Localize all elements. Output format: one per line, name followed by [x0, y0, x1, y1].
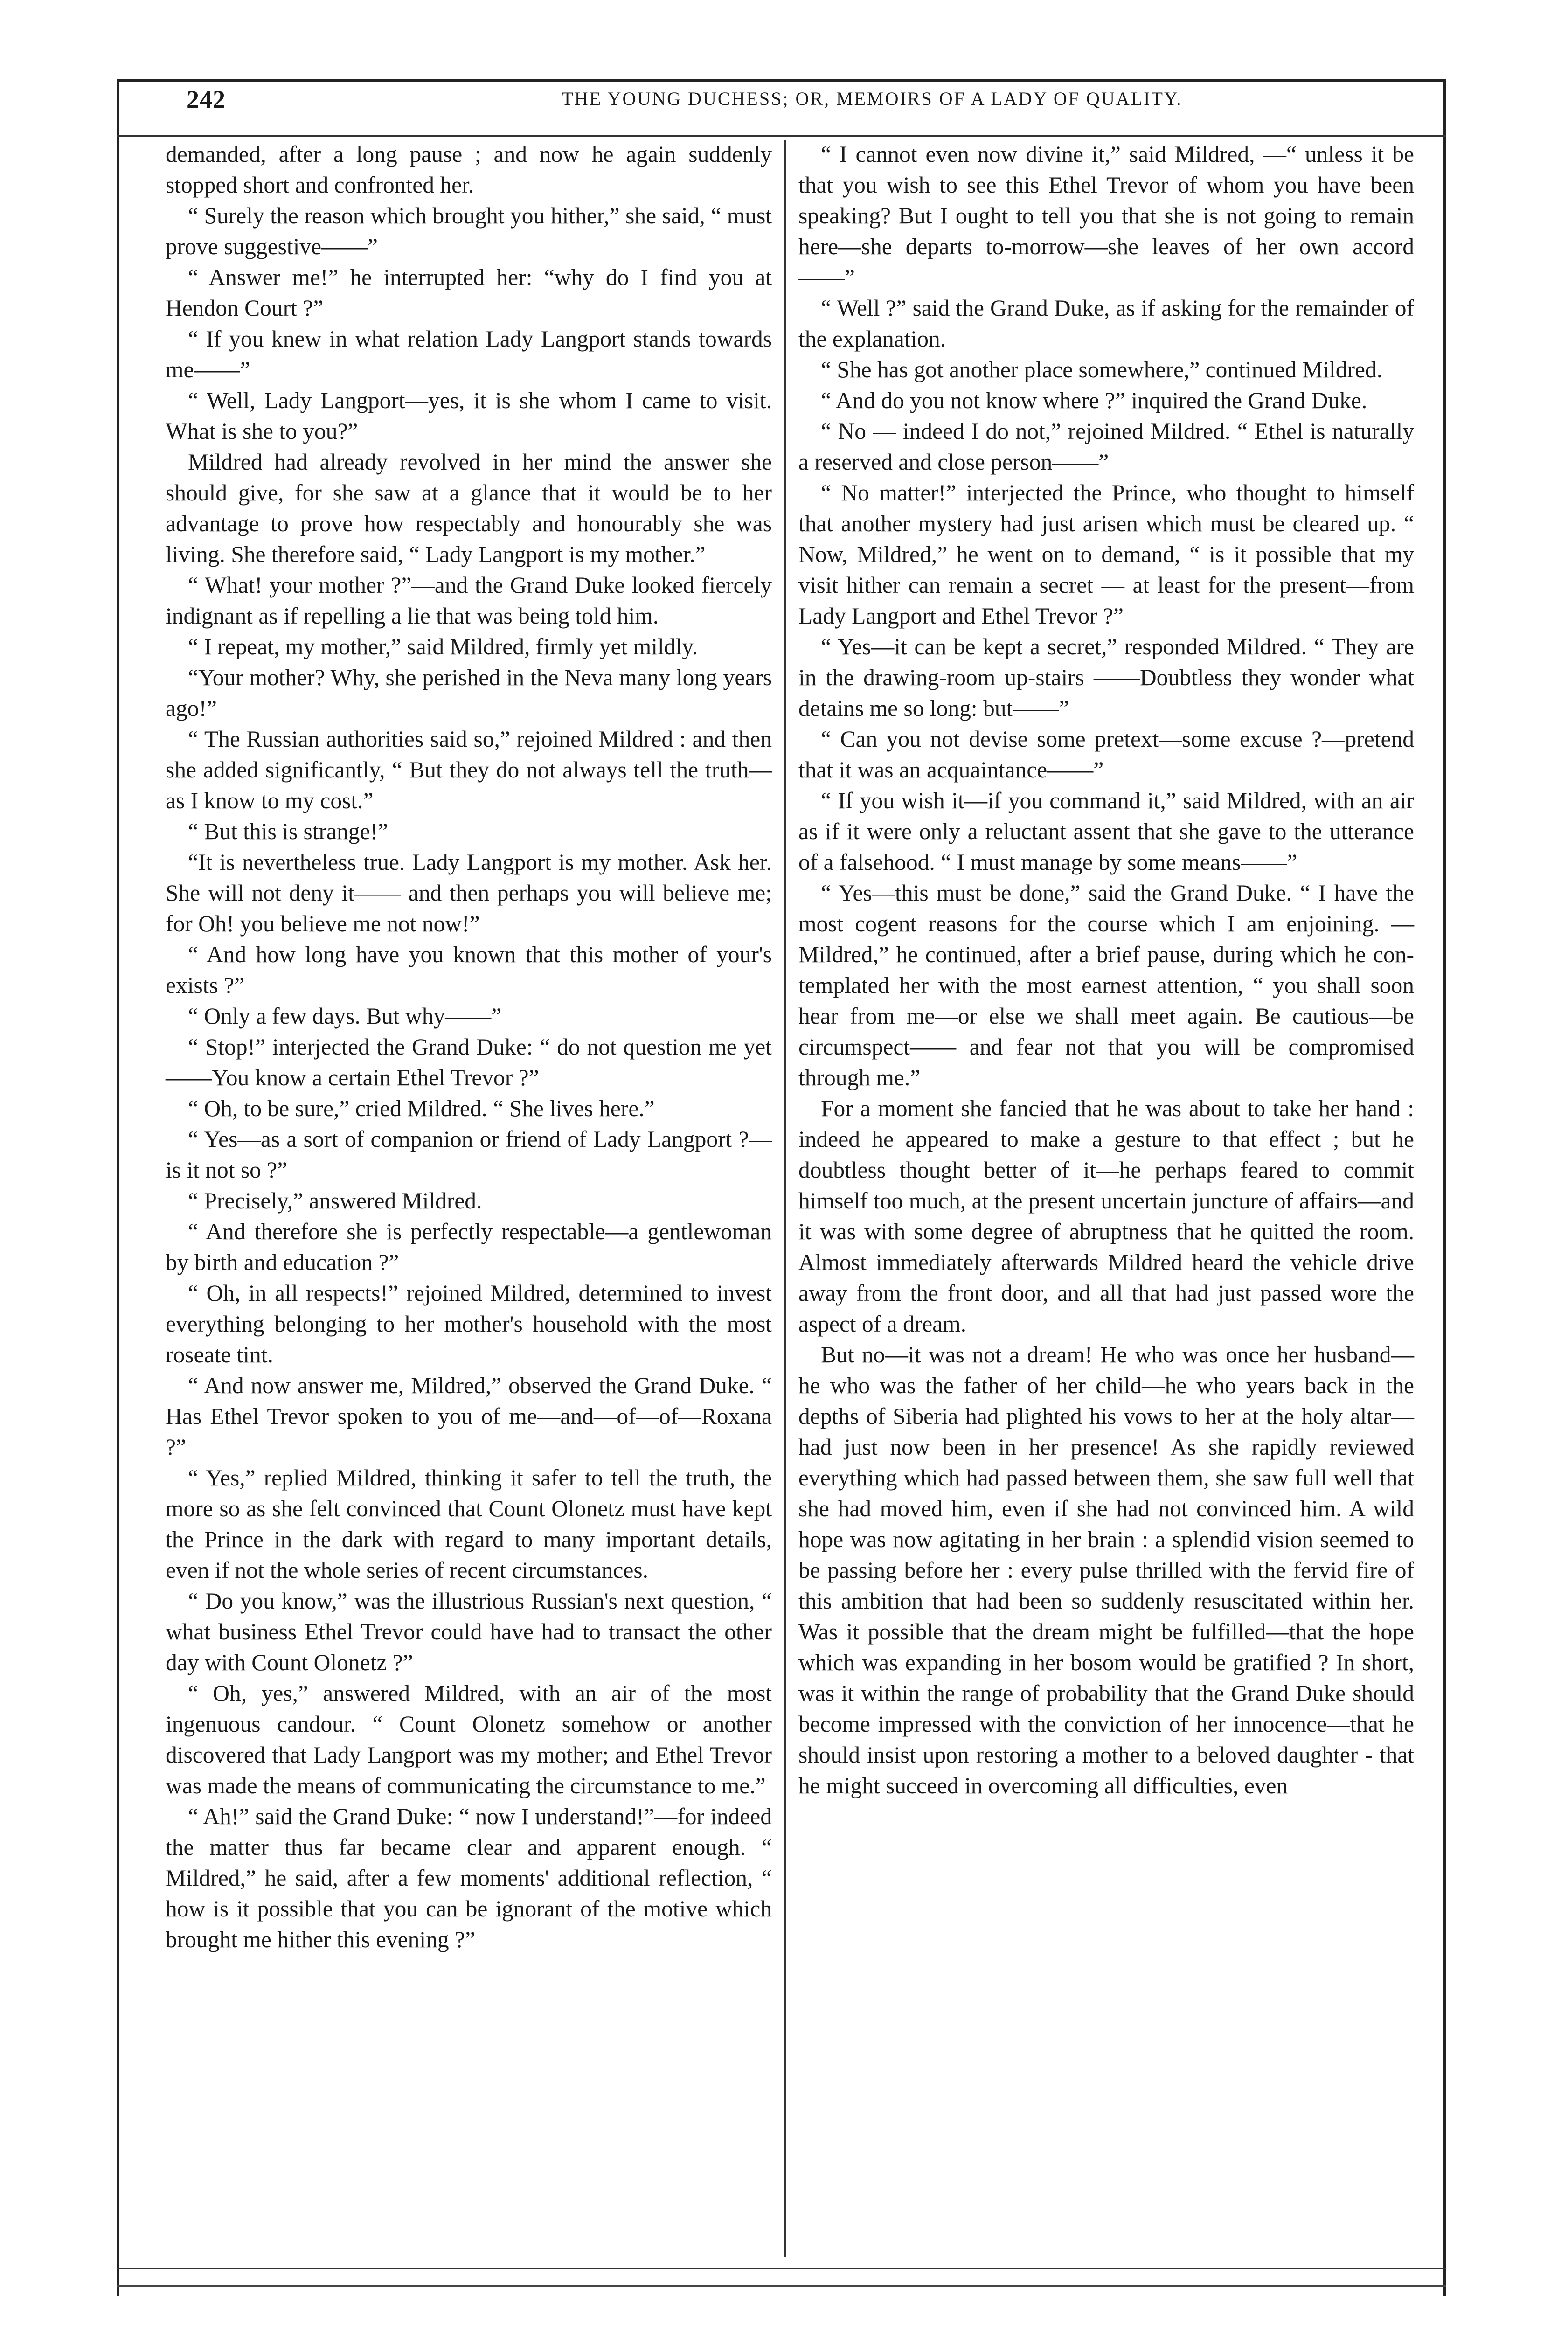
paragraph: “ If you wish it—if you command it,” said Mildred, with an air as if it were only a reluctant assent that she gave to the utterance of a falsehood. “ I must manage by some means——”: [798, 788, 1414, 875]
paragraph: “ Oh, yes,” answered Mildred, with an air of the most ingenuous candour. “ Count Olonetz somehow or another discovered that Lady Langport was my mother; and Ethel Trevor was made the means of communicating the circumstance to me.”: [166, 1680, 772, 1798]
column-divider: [784, 140, 786, 2257]
paragraph: demanded, after a long pause ; and now he again suddenly stopped short and confronted her.: [166, 141, 772, 198]
paragraph: “ Oh, in all respects!” rejoined Mildred, determined to invest everything belonging to her mother's household with the most roseate tint.: [166, 1280, 772, 1367]
paragraph: “ Do you know,” was the illustrious Russian's next question, “ what business Ethel Trevor could have had to transact the other day with Count Olonetz ?”: [166, 1588, 772, 1675]
bottom-rule-double: [117, 2285, 1446, 2287]
left-column: [166, 139, 772, 1955]
paragraph: “It is nevertheless true. Lady Langport is my mother. Ask her. She will not deny it—— and then perhaps you will believe me; for Oh! you believe me not now!”: [166, 849, 772, 937]
running-title: THE YOUNG DUCHESS; OR, MEMOIRS OF A LADY OF QUALITY.: [562, 88, 1183, 109]
paragraph: “ And therefore she is perfectly respectable—a gentlewoman by birth and education ?”: [166, 1219, 772, 1275]
right-column: [798, 139, 1414, 1801]
paragraph: “ Only a few days. But why——”: [188, 1003, 502, 1029]
paragraph: “ And do you not know where ?” inquired the Grand Duke.: [821, 388, 1367, 413]
paragraph: But no—it was not a dream! He who was once her husband—he who was the father of her child—he who years back in the depths of Siberia had plighted his vows to her at the holy altar— had just now been in her presence! As she rapidly reviewed everything which had passed between them, she saw full well that she had moved him, even if she had not convinced him. A wild hope was now agitating in her brain : a splendid vision seemed to be passing before her : every pulse thrilled with the fervid fire of this ambition that had been so suddenly resuscitated within her. Was it possible that the dream might be fulfilled—that the hope which was expanding in her bosom would be gratified ? In short, was it within the range of probability that the Grand Duke should become impressed with the conviction of her innocence—that he should insist upon restoring a mother to a beloved daughter - that he might succeed in overcoming all difficulties, even: [798, 1342, 1414, 1798]
paragraph: “ Can you not devise some pretext—some excuse ?—pretend that it was an acquaintance——”: [798, 726, 1414, 783]
paragraph: “ Ah!” said the Grand Duke: “ now I understand!”—for indeed the matter thus far became clear and apparent enough. “ Mildred,” he said, after a few moments' additional reflection, “ how is it possible that you can be ignorant of the motive which brought me hither this evening ?”: [166, 1804, 772, 1952]
paragraph: “ She has got another place somewhere,” continued Mildred.: [821, 357, 1383, 382]
paragraph: “ Surely the reason which brought you hither,” she said, “ must prove suggestive——”: [166, 203, 772, 259]
paragraph: “ If you knew in what relation Lady Langport stands towards me——”: [166, 326, 772, 382]
paragraph: “ The Russian authorities said so,” rejoined Mildred : and then she added significantly, “ But they do not always tell the truth—as I know to my cost.”: [166, 726, 772, 813]
paragraph: “ Yes—as a sort of companion or friend of Lady Langport ?—is it not so ?”: [166, 1126, 772, 1183]
paragraph: “ No — indeed I do not,” rejoined Mildred. “ Ethel is naturally a reserved and close person——”: [798, 418, 1414, 475]
paragraph: “Your mother? Why, she perished in the Neva many long years ago!”: [166, 665, 772, 721]
paragraph: “ No matter!” interjected the Prince, who thought to himself that another mystery had just arisen which must be cleared up. “ Now, Mildred,” he went on to demand, “ is it possible that my visit hither can remain a secret — at least for the present—from Lady Langport and Ethel Trevor ?”: [798, 480, 1414, 629]
paragraph: “ But this is strange!”: [188, 819, 388, 844]
paragraph: For a moment she fancied that he was about to take her hand : indeed he appeared to make a gesture to that effect ; but he doubtless thought better of it—he perhaps feared to commit himself too much, at the present uncertain juncture of affairs—and it was with some degree of abruptness that he quitted the room. Almost immediately afterwards Mildred heard the vehicle drive away from the front door, and all that had just passed wore the aspect of a dream.: [798, 1096, 1414, 1337]
header-rule: [117, 135, 1446, 137]
paragraph: “ Well, Lady Langport—yes, it is she whom I came to visit. What is she to you?”: [166, 388, 772, 444]
paragraph: “ Oh, to be sure,” cried Mildred. “ She lives here.”: [188, 1096, 655, 1121]
paragraph: “ Yes,” replied Mildred, thinking it safer to tell the truth, the more so as she felt convinced that Count Olonetz must have kept the Prince in the dark with regard to many important details, even if not the whole series of recent circumstances.: [166, 1465, 772, 1583]
paragraph: “ Stop!” interjected the Grand Duke: “ do not question me yet——You know a certain Ethel Trevor ?”: [166, 1034, 772, 1090]
paragraph: “ And now answer me, Mildred,” observed the Grand Duke. “ Has Ethel Trevor spoken to you of me—and—of—of—Roxana ?”: [166, 1373, 772, 1460]
paragraph: “ I cannot even now divine it,” said Mildred, —“ unless it be that you wish to see this Ethel Trevor of whom you have been speaking? But I ought to tell you that she is not going to remain here—she departs to-morrow—she leaves of her own accord——”: [798, 141, 1414, 290]
paragraph: “ I repeat, my mother,” said Mildred, firmly yet mildly.: [188, 634, 698, 659]
paragraph: “ Yes—this must be done,” said the Grand Duke. “ I have the most cogent reasons for the course which I am enjoining. — Mildred,” he continued, after a brief pause, during which he contemplated her with the most earnest attention, “ you shall soon hear from me—or else we shall meet again. Be cautious—be circumspect—— and fear not that you will be compromised through me.”: [798, 880, 1414, 1090]
paragraph: “ Precisely,” answered Mildred.: [188, 1188, 482, 1214]
paragraph: Mildred had already revolved in her mind the answer she should give, for she saw at a glance that it would be to her advantage to prove how respectably and honourably she was living. She therefore said, “ Lady Langport is my mother.”: [166, 449, 772, 567]
paragraph: “ And how long have you known that this mother of your's exists ?”: [166, 942, 772, 998]
paragraph: “ Yes—it can be kept a secret,” responded Mildred. “ They are in the drawing-room up-stairs ——Doubtless they wonder what detains me so long: but——”: [798, 634, 1414, 721]
page-number: 242: [187, 85, 226, 113]
paragraph: “ What! your mother ?”—and the Grand Duke looked fiercely indignant as if repelling a lie that was being told him.: [166, 572, 772, 629]
paragraph: “ Well ?” said the Grand Duke, as if asking for the remainder of the explanation.: [798, 295, 1414, 352]
bottom-rule: [117, 2268, 1446, 2269]
paragraph: “ Answer me!” he interrupted her: “why do I find you at Hendon Court ?”: [166, 264, 772, 321]
